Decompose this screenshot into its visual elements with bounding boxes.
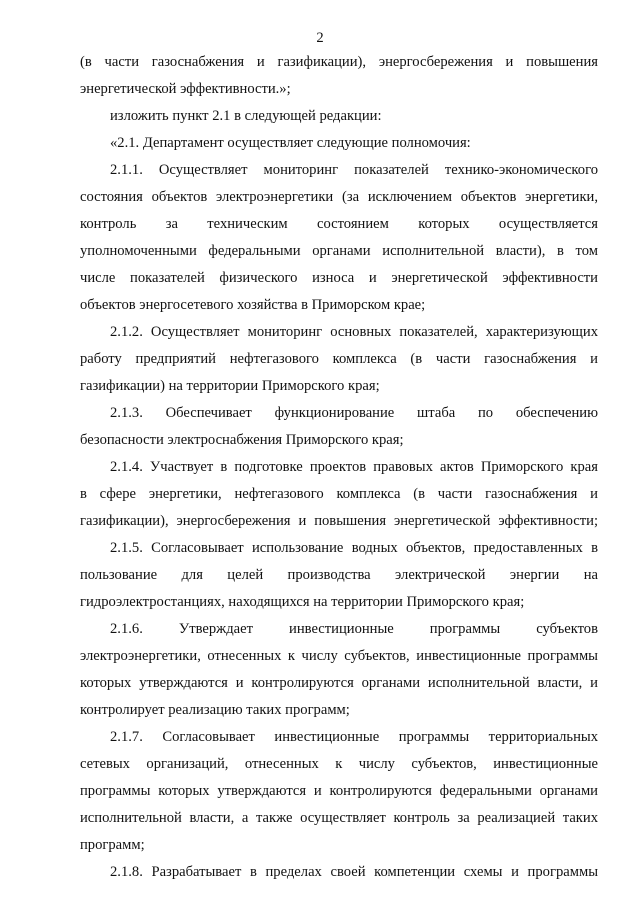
text-line: контроль за техническим состоянием которых осуществляется — [80, 216, 598, 232]
text-line: 2.1.3. Обеспечивает функционирование штаба по обеспечению — [110, 405, 598, 421]
text-line: которых утверждаются и контролируются органами исполнительной власти, и — [80, 675, 598, 691]
page-number: 2 — [316, 30, 324, 46]
text-line: 2.1.8. Разрабатывает в пределах своей компетенции схемы и программы — [110, 864, 598, 880]
text-line: в сфере энергетики, нефтегазового комплекса (в части газоснабжения и — [80, 486, 598, 502]
text-line: уполномоченными федеральными органами исполнительной власти), в том — [80, 243, 598, 259]
text-line: газификации), энергосбережения и повышения энергетической эффективности; — [80, 513, 598, 529]
text-line: состояния объектов электроэнергетики (за исключением объектов энергетики, — [80, 189, 598, 205]
text-line: 2.1.6. Утверждает инвестиционные программы субъектов — [110, 621, 598, 637]
text-line: работу предприятий нефтегазового комплекса (в части газоснабжения и — [80, 351, 598, 367]
text-line: контролирует реализацию таких программ; — [80, 702, 350, 718]
text-line: числе показателей физического износа и энергетической эффективности — [80, 270, 598, 286]
text-line: объектов энергосетевого хозяйства в Приморском крае; — [80, 297, 426, 313]
text-line: 2.1.2. Осуществляет мониторинг основных показателей, характеризующих — [110, 324, 598, 340]
text-line: (в части газоснабжения и газификации), энергосбережения и повышения — [80, 54, 598, 70]
text-line: 2.1.4. Участвует в подготовке проектов правовых актов Приморского края — [110, 459, 598, 475]
text-line: программ; — [80, 837, 145, 853]
text-line: электроэнергетики, отнесенных к числу субъектов, инвестиционные программы — [80, 648, 598, 664]
text-line: 2.1.5. Согласовывает использование водных объектов, предоставленных в — [110, 540, 598, 556]
text-line: безопасности электроснабжения Приморского края; — [80, 432, 404, 448]
text-line: 2.1.1. Осуществляет мониторинг показателей технико-экономического — [110, 162, 598, 178]
text-line: изложить пункт 2.1 в следующей редакции: — [110, 108, 382, 124]
text-line: «2.1. Департамент осуществляет следующие полномочия: — [110, 135, 471, 151]
text-line: энергетической эффективности.»; — [80, 81, 291, 97]
text-line: 2.1.7. Согласовывает инвестиционные программы территориальных — [110, 729, 598, 745]
text-line: гидроэлектростанциях, находящихся на территории Приморского края; — [80, 594, 525, 610]
text-line: пользование для целей производства электрической энергии на — [80, 567, 598, 583]
text-line: исполнительной власти, а также осуществляет контроль за реализацией таких — [80, 810, 598, 826]
text-line: газификации) на территории Приморского края; — [80, 378, 380, 394]
text-line: сетевых организаций, отнесенных к числу субъектов, инвестиционные — [80, 756, 598, 772]
text-line: программы которых утверждаются и контролируются федеральными органами — [80, 783, 598, 799]
